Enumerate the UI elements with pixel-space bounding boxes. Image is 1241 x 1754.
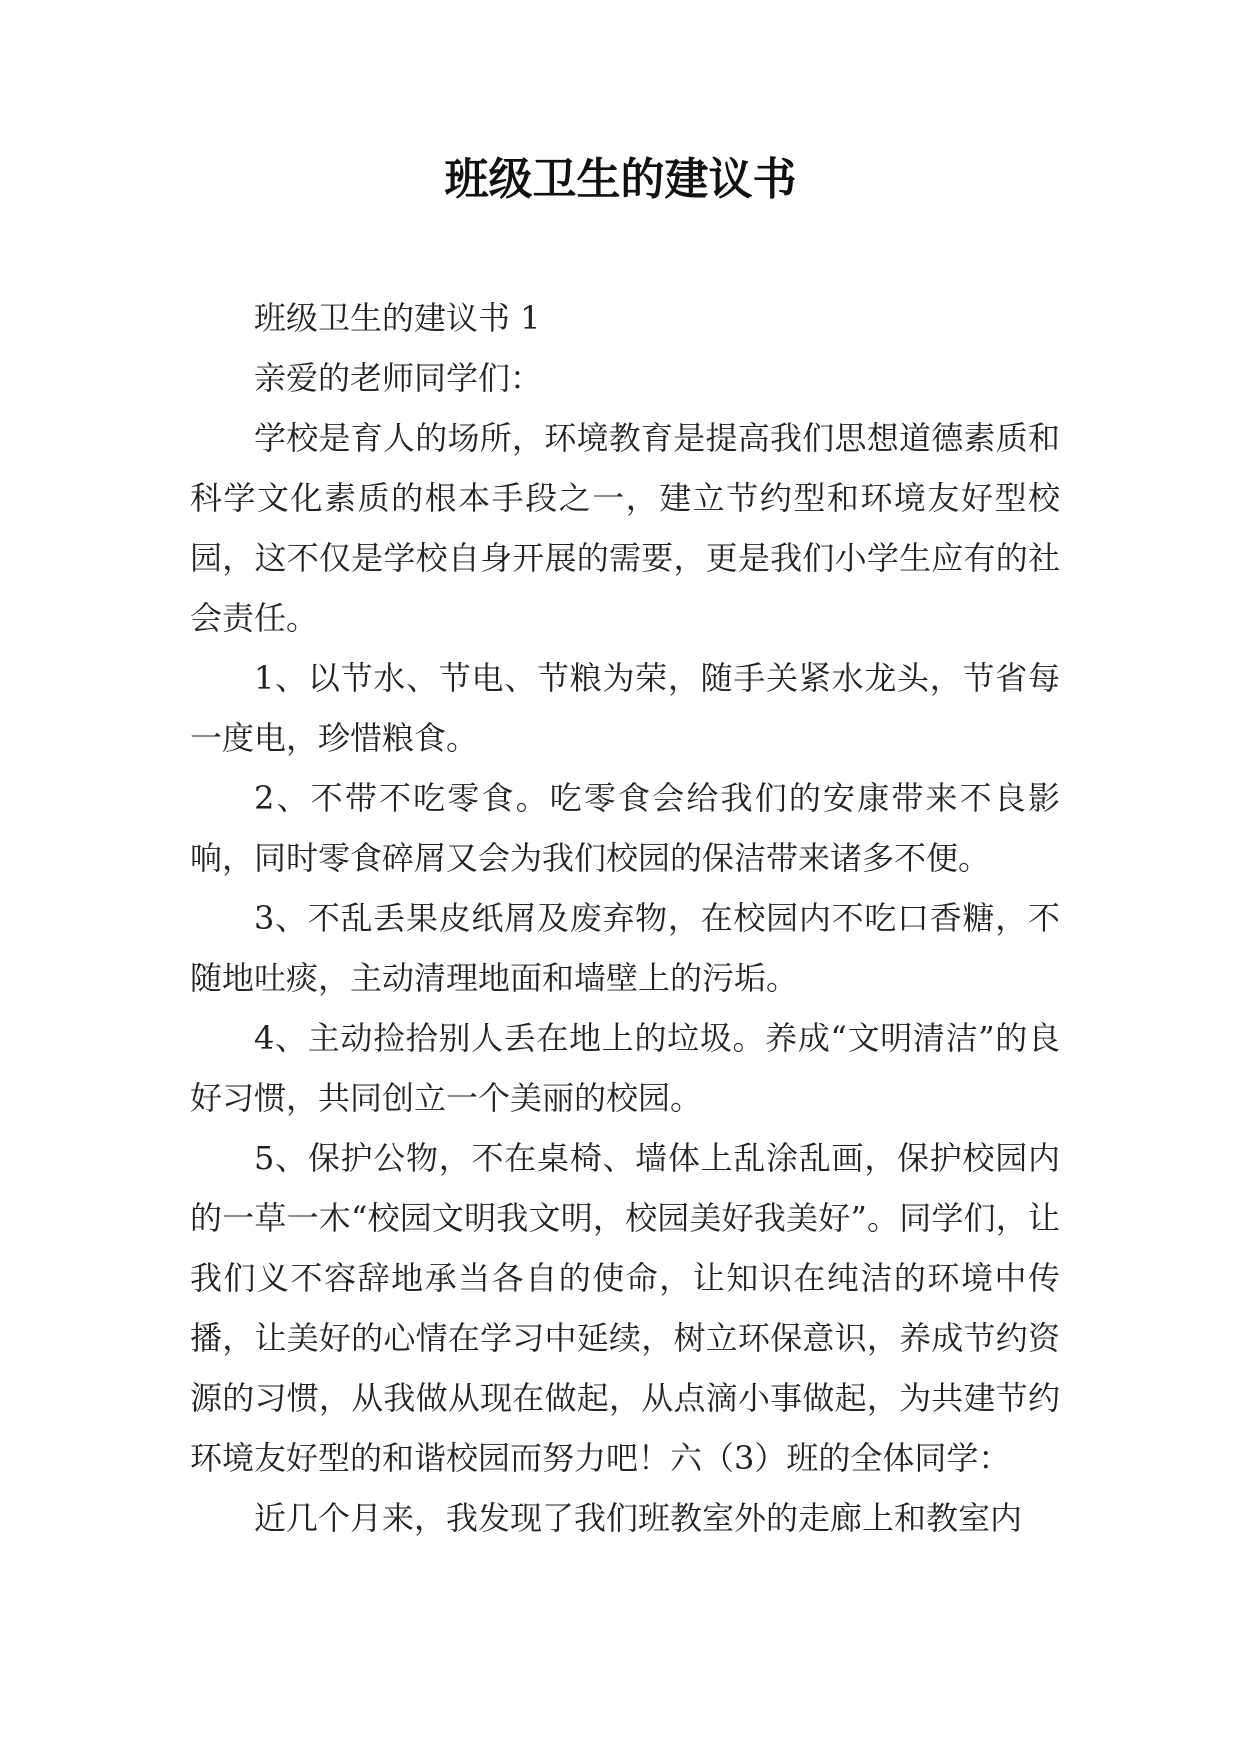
paragraph-item-5: 5、保护公物，不在桌椅、墙体上乱涂乱画，保护校园内的一草一木“校园文明我文明，校园美好我美好”。同学们，让我们义不容辞地承当各自的使命，让知识在纯洁的环境中传播，让美好的心情在学习中延续，树立环保意识，养成节约资源的习惯，从我做从现在做起，从点滴小事做起，为共建节约环境友好型的和谐校园而努力吧！六（3）班的全体同学：	[190, 1139, 1060, 1477]
paragraph-continuation: 近几个月来，我发现了我们班教室外的走廊上和教室内	[254, 1499, 1023, 1537]
paragraph-item-1: 1、以节水、节电、节粮为荣，随手关紧水龙头，节省每一度电，珍惜粮食。	[190, 659, 1060, 757]
document-body	[190, 288, 1060, 1548]
paragraph-salutation: 亲爱的老师同学们：	[254, 359, 543, 397]
paragraph-subtitle: 班级卫生的建议书 1	[254, 299, 541, 337]
paragraph-item-2: 2、不带不吃零食。吃零食会给我们的安康带来不良影响，同时零食碎屑又会为我们校园的保洁带来诸多不便。	[190, 779, 1060, 877]
document-title: 班级卫生的建议书	[444, 154, 797, 205]
paragraph-intro: 学校是育人的场所，环境教育是提高我们思想道德素质和科学文化素质的根本手段之一，建立节约型和环境友好型校园，这不仅是学校自身开展的需要，更是我们小学生应有的社会责任。	[190, 419, 1060, 637]
paragraph-item-3: 3、不乱丢果皮纸屑及废弃物，在校园内不吃口香糖，不随地吐痰，主动清理地面和墙壁上的污垢。	[190, 899, 1060, 997]
paragraph-item-4: 4、主动捡拾别人丢在地上的垃圾。养成“文明清洁”的良好习惯，共同创立一个美丽的校园。	[190, 1019, 1060, 1117]
